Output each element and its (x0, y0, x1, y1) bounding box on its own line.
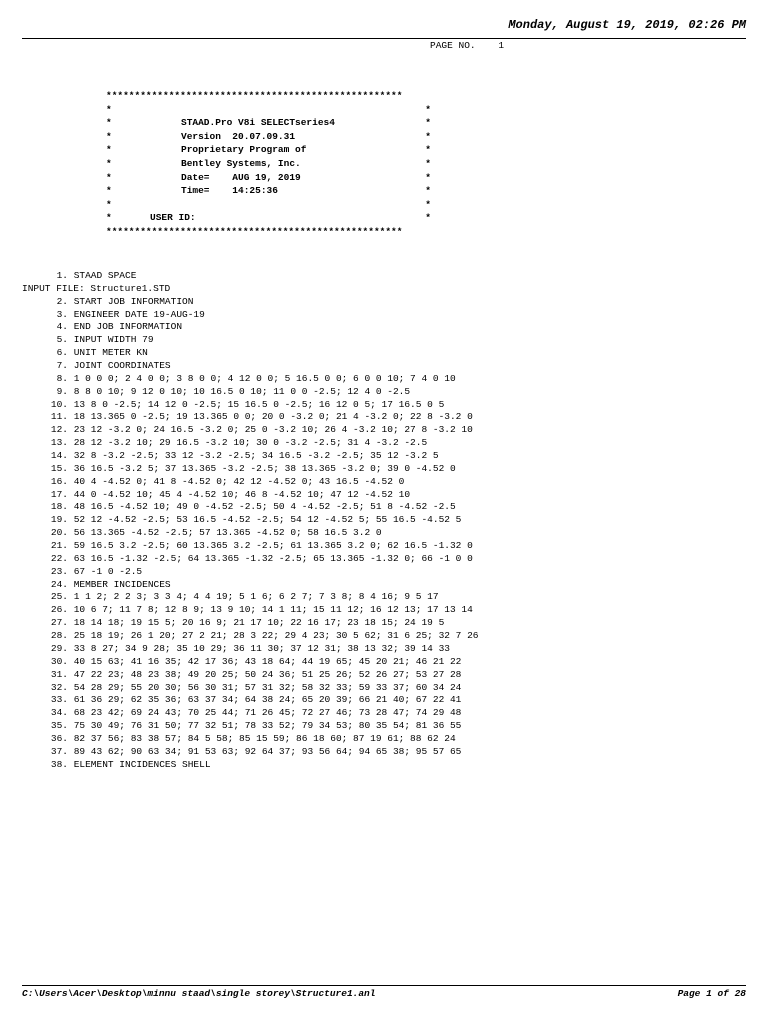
program-banner (106, 89, 438, 239)
line-number: 29. (50, 642, 68, 654)
line-number: 32. (50, 681, 68, 693)
banner-program: STAAD.Pro V8i SELECTseries4 (181, 117, 335, 129)
line-text: 75 30 49; 76 31 50; 77 32 51; 78 33 52; 79 34 53; 80 35 54; 81 36 55 (73, 720, 462, 732)
listing-line (22, 437, 478, 450)
listing-line (22, 411, 478, 424)
line-number: 11. (50, 411, 68, 423)
line-number: 10. (50, 398, 68, 410)
line-text: 1 1 2; 2 2 3; 3 3 4; 4 4 19; 5 1 6; 6 2 7; 7 3 8; 8 4 16; 9 5 17 (73, 591, 439, 603)
listing-line (22, 321, 478, 334)
line-text: ELEMENT INCIDENCES SHELL (73, 758, 211, 770)
line-text: MEMBER INCIDENCES (73, 578, 171, 590)
listing-line (22, 514, 478, 527)
line-number: 18. (50, 501, 68, 513)
line-text: 61 36 29; 62 35 36; 63 37 34; 64 38 24; 65 20 39; 66 21 40; 67 22 41 (73, 694, 462, 706)
line-text: 13 8 0 -2.5; 14 12 0 -2.5; 15 16.5 0 -2.5; 16 12 0 5; 17 16.5 0 5 (73, 398, 445, 410)
line-text: 40 4 -4.52 0; 41 8 -4.52 0; 42 12 -4.52 0; 43 16.5 -4.52 0 (73, 475, 405, 487)
footer-rule (22, 985, 746, 986)
listing-line (22, 733, 478, 746)
listing-line (22, 579, 478, 592)
line-text: 56 13.365 -4.52 -2.5; 57 13.365 -4.52 0; 58 16.5 3.2 0 (73, 527, 382, 539)
banner-row-proprietary: * Proprietary Program of * (106, 144, 431, 156)
listing-line (22, 566, 478, 579)
line-number: 26. (50, 604, 68, 616)
page-no-value: 1 (498, 40, 505, 51)
line-number: 13. (50, 437, 68, 449)
footer-page-count: Page 1 of 28 (677, 988, 746, 999)
banner-row-company: * Bentley Systems, Inc. * (106, 157, 431, 169)
line-text: 68 23 42; 69 24 43; 70 25 44; 71 26 45; 72 27 46; 73 28 47; 74 29 48 (73, 707, 462, 719)
listing-line (22, 424, 478, 437)
line-number: 2. (56, 295, 68, 307)
line-number: 35. (50, 720, 68, 732)
line-number: 20. (50, 527, 68, 539)
line-text: 32 8 -3.2 -2.5; 33 12 -3.2 -2.5; 34 16.5 -3.2 -2.5; 35 12 -3.2 5 (73, 450, 439, 462)
listing-line (22, 450, 478, 463)
line-text: 8 8 0 10; 9 12 0 10; 10 16.5 0 10; 11 0 0 -2.5; 12 4 0 -2.5 (73, 385, 411, 397)
listing-line (22, 373, 478, 386)
listing-line (22, 334, 478, 347)
line-text: 48 16.5 -4.52 10; 49 0 -4.52 -2.5; 50 4 -4.52 -2.5; 51 8 -4.52 -2.5 (73, 501, 456, 513)
line-number: 36. (50, 732, 68, 744)
line-text: 18 13.365 0 -2.5; 19 13.365 0 0; 20 0 -3.2 0; 21 4 -3.2 0; 22 8 -3.2 0 (73, 411, 473, 423)
line-text: INPUT FILE: Structure1.STD (22, 282, 171, 294)
banner-blank-row: * * (106, 103, 431, 115)
line-text: 54 28 29; 55 20 30; 56 30 31; 57 31 32; 58 32 33; 59 33 37; 60 34 24 (73, 681, 462, 693)
line-text: INPUT WIDTH 79 (73, 334, 154, 346)
input-listing (22, 270, 478, 772)
listing-line (22, 707, 478, 720)
banner-version: Version 20.07.09.31 (181, 130, 296, 142)
line-number: 22. (50, 552, 68, 564)
listing-line (22, 759, 478, 772)
banner-blank-row: * * (106, 198, 431, 210)
line-text: 36 16.5 -3.2 5; 37 13.365 -3.2 -2.5; 38 13.365 -3.2 0; 39 0 -4.52 0 (73, 462, 456, 474)
line-text: STAAD SPACE (73, 270, 137, 281)
line-text: 63 16.5 -1.32 -2.5; 64 13.365 -1.32 -2.5; 65 13.365 -1.32 0; 66 -1 0 0 (73, 552, 473, 564)
listing-line (22, 591, 478, 604)
line-number: 19. (50, 514, 68, 526)
line-number: 34. (50, 707, 68, 719)
banner-time: Time= 14:25:36 (181, 185, 278, 197)
listing-line (22, 720, 478, 733)
line-number: 3. (56, 308, 68, 320)
banner-date: Date= AUG 19, 2019 (181, 171, 301, 183)
listing-line (22, 360, 478, 373)
line-text: 59 16.5 3.2 -2.5; 60 13.365 3.2 -2.5; 61 13.365 3.2 0; 62 16.5 -1.32 0 (73, 540, 473, 552)
banner-proprietary: Proprietary Program of (181, 144, 307, 156)
listing-line (22, 669, 478, 682)
line-text: 67 -1 0 -2.5 (73, 565, 143, 577)
page-number (430, 40, 504, 51)
line-number: 9. (56, 385, 68, 397)
banner-user-id: USER ID: (150, 212, 196, 224)
listing-line (22, 476, 478, 489)
header-datetime: Monday, August 19, 2019, 02:26 PM (508, 18, 746, 32)
line-number: 25. (50, 591, 68, 603)
listing-line (22, 283, 478, 296)
banner-row-user: * USER ID: * (106, 212, 431, 224)
line-number: 23. (50, 565, 68, 577)
line-number: 1. (56, 270, 68, 281)
line-text: 82 37 56; 83 38 57; 84 5 58; 85 15 59; 86 18 60; 87 19 61; 88 62 24 (73, 732, 456, 744)
listing-line (22, 270, 478, 283)
line-text: 28 12 -3.2 10; 29 16.5 -3.2 10; 30 0 -3.2 -2.5; 31 4 -3.2 -2.5 (73, 437, 428, 449)
line-text: ENGINEER DATE 19-AUG-19 (73, 308, 205, 320)
listing-line (22, 553, 478, 566)
banner-top-border: **************************************************** (106, 90, 403, 101)
line-text: UNIT METER KN (73, 347, 148, 359)
line-number: 17. (50, 488, 68, 500)
line-number: 16. (50, 475, 68, 487)
listing-line (22, 296, 478, 309)
listing-line (22, 399, 478, 412)
listing-line (22, 643, 478, 656)
line-text: JOINT COORDINATES (73, 360, 171, 372)
line-number: 37. (50, 745, 68, 757)
listing-line (22, 309, 478, 322)
listing-line (22, 501, 478, 514)
line-text: 18 14 18; 19 15 5; 20 16 9; 21 17 10; 22 16 17; 23 18 15; 24 19 5 (73, 617, 445, 629)
line-number: 27. (50, 617, 68, 629)
banner-row-date: * Date= AUG 19, 2019 * (106, 171, 431, 183)
line-number: 38. (50, 758, 68, 770)
listing-line (22, 682, 478, 695)
line-number: 7. (56, 360, 68, 372)
line-number: 8. (56, 372, 68, 384)
listing-line (22, 489, 478, 502)
line-number: 24. (50, 578, 68, 590)
listing-line (22, 527, 478, 540)
line-number: 21. (50, 540, 68, 552)
line-number: 6. (56, 347, 68, 359)
line-number: 5. (56, 334, 68, 346)
line-number: 15. (50, 462, 68, 474)
line-text: END JOB INFORMATION (73, 321, 183, 333)
listing-line (22, 604, 478, 617)
listing-line (22, 630, 478, 643)
line-text: 44 0 -4.52 10; 45 4 -4.52 10; 46 8 -4.52 10; 47 12 -4.52 10 (73, 488, 411, 500)
line-text: 10 6 7; 11 7 8; 12 8 9; 13 9 10; 14 1 11; 15 11 12; 16 12 13; 17 13 14 (73, 604, 473, 616)
listing-line (22, 656, 478, 669)
line-text: 40 15 63; 41 16 35; 42 17 36; 43 18 64; 44 19 65; 45 20 21; 46 21 22 (73, 655, 462, 667)
listing-line (22, 347, 478, 360)
line-text: 89 43 62; 90 63 34; 91 53 63; 92 64 37; 93 56 64; 94 65 38; 95 57 65 (73, 745, 462, 757)
line-text: START JOB INFORMATION (73, 295, 194, 307)
line-number: 14. (50, 450, 68, 462)
listing-line (22, 463, 478, 476)
header-rule (22, 38, 746, 39)
page-no-label: PAGE NO. (430, 40, 476, 51)
listing-line (22, 746, 478, 759)
banner-row-program: * STAAD.Pro V8i SELECTseries4 * (106, 117, 431, 129)
line-number: 33. (50, 694, 68, 706)
listing-line (22, 540, 478, 553)
line-text: 52 12 -4.52 -2.5; 53 16.5 -4.52 -2.5; 54 12 -4.52 5; 55 16.5 -4.52 5 (73, 514, 462, 526)
listing-line (22, 386, 478, 399)
line-number: 31. (50, 668, 68, 680)
banner-bottom-border: **************************************************** (106, 225, 403, 237)
listing-line (22, 694, 478, 707)
line-number: 12. (50, 424, 68, 436)
banner-company: Bentley Systems, Inc. (181, 157, 301, 169)
line-text: 25 18 19; 26 1 20; 27 2 21; 28 3 22; 29 4 23; 30 5 62; 31 6 25; 32 7 26 (73, 630, 479, 642)
line-text: 23 12 -3.2 0; 24 16.5 -3.2 0; 25 0 -3.2 10; 26 4 -3.2 10; 27 8 -3.2 10 (73, 424, 473, 436)
footer-file-path: C:\Users\Acer\Desktop\minnu staad\single storey\Structure1.anl (22, 988, 376, 999)
listing-line (22, 617, 478, 630)
line-text: 47 22 23; 48 23 38; 49 20 25; 50 24 36; 51 25 26; 52 26 27; 53 27 28 (73, 668, 462, 680)
line-number: 30. (50, 655, 68, 667)
line-number: 4. (56, 321, 68, 333)
line-text: 1 0 0 0; 2 4 0 0; 3 8 0 0; 4 12 0 0; 5 16.5 0 0; 6 0 0 10; 7 4 0 10 (73, 372, 456, 384)
line-text: 33 8 27; 34 9 28; 35 10 29; 36 11 30; 37 12 31; 38 13 32; 39 14 33 (73, 642, 450, 654)
banner-row-time: * Time= 14:25:36 * (106, 185, 431, 197)
line-number: 28. (50, 630, 68, 642)
banner-row-version: * Version 20.07.09.31 * (106, 130, 431, 142)
